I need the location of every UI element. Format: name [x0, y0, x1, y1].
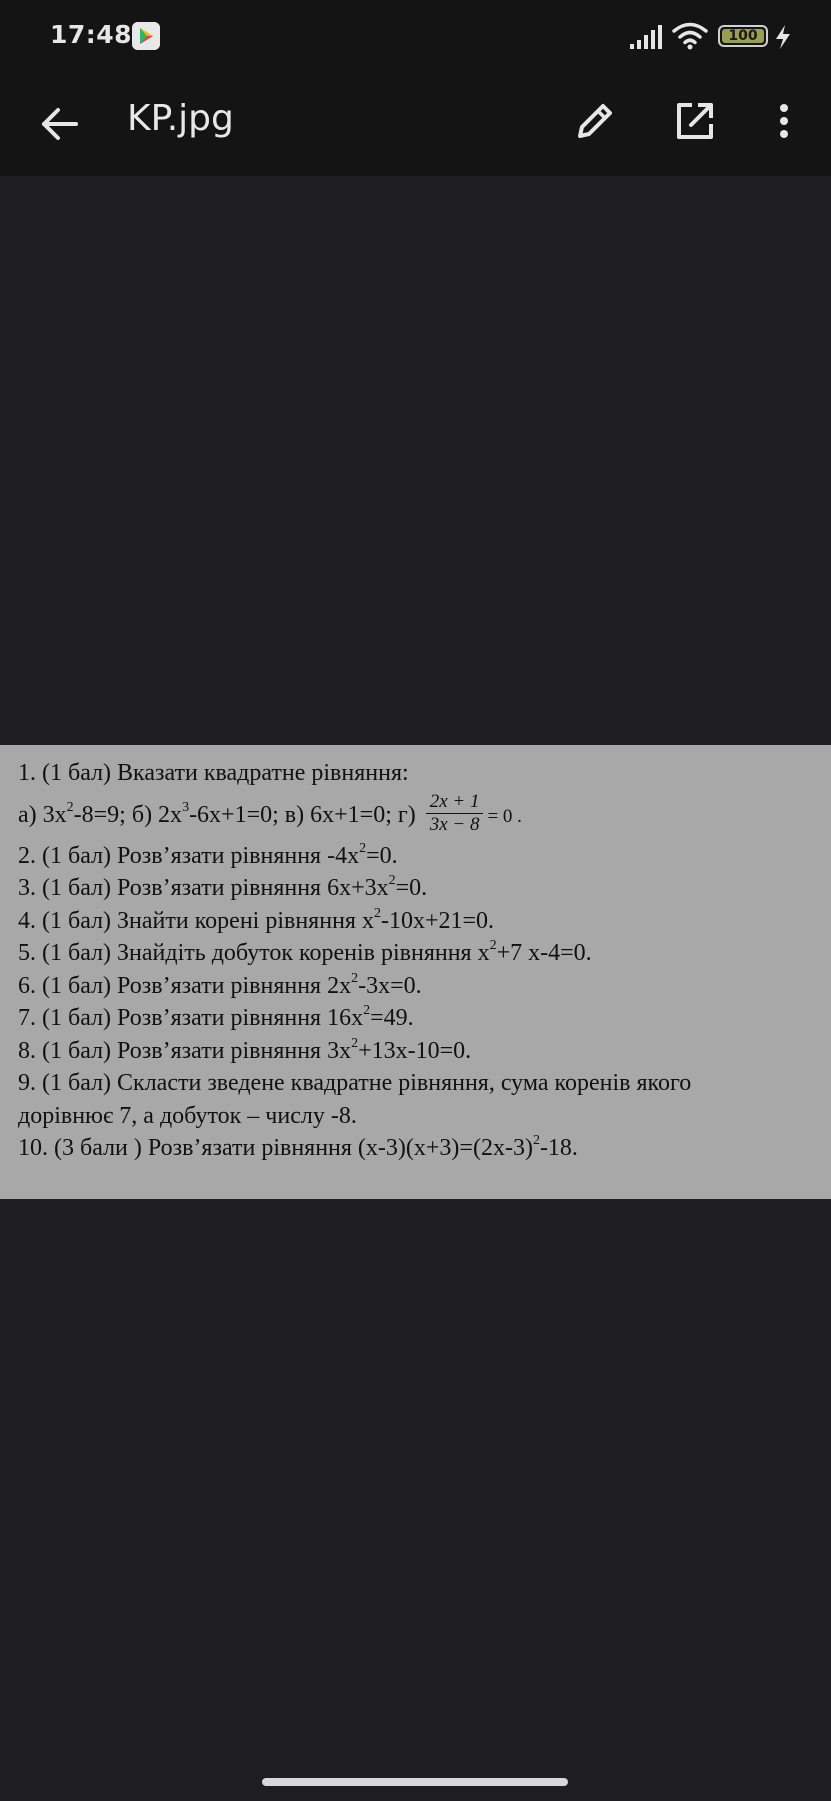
q2-pre: 2. (1 бал) Розв’язати рівняння -4x [18, 842, 360, 869]
file-title: KP.jpg [127, 98, 234, 139]
question-1-text: 1. (1 бал) Вказати квадратне рівняння: [18, 760, 409, 786]
q9-line-1: 9. (1 бал) Скласти зведене квадратне рівняння, сума коренів якого [18, 1070, 692, 1096]
sup: 2 [388, 873, 396, 888]
q10-pre: 10. (3 бали ) Розв’язати рівняння (x-3)(x+3)=(2x-3) [18, 1135, 533, 1161]
question-3 [18, 872, 831, 905]
q6-pre: 6. (1 бал) Розв’язати рівняння 2x [18, 972, 352, 999]
more-vert-icon[interactable] [766, 96, 802, 146]
q3-post: =0. [395, 875, 428, 901]
signal-icon [630, 25, 664, 49]
q2-post: =0. [366, 842, 398, 869]
sup: 2 [66, 799, 74, 815]
wifi-icon [672, 22, 708, 50]
question-9-line-2 [18, 1100, 831, 1133]
fraction-denominator: 3x − 8 [429, 814, 480, 836]
edit-pencil-icon[interactable] [570, 96, 620, 146]
sup: 2 [363, 1003, 371, 1018]
sup: 2 [532, 1133, 540, 1148]
option-b-text: -8=9; б) 2x [73, 801, 183, 828]
option-bvg-text: -6x+1=0; в) 6x+1=0; г) [189, 801, 416, 828]
question-7 [18, 1002, 831, 1035]
open-external-icon[interactable] [670, 96, 720, 146]
question-1 [18, 757, 831, 790]
battery-icon [718, 25, 768, 47]
q7-post: =49. [370, 1005, 414, 1031]
fraction-numerator: 2x + 1 [426, 791, 484, 814]
q6-post: -3x=0. [358, 972, 422, 999]
q7-pre: 7. (1 бал) Розв’язати рівняння 16x [18, 1005, 364, 1031]
fraction-tail: = 0 . [487, 805, 522, 827]
charging-bolt-icon [774, 24, 792, 50]
option-a-text: а) 3x [18, 801, 67, 828]
sup: 3 [182, 799, 190, 815]
fraction [426, 791, 484, 836]
question-5 [18, 937, 831, 970]
question-8 [18, 1035, 831, 1068]
q8-post: +13x-10=0. [358, 1037, 472, 1064]
sup: 2 [351, 970, 359, 986]
sup: 2 [489, 938, 497, 953]
q10-post: -18. [539, 1135, 578, 1161]
status-bar [0, 0, 831, 74]
q9-line-2: дорівнює 7, а добуток – числу -8. [18, 1102, 357, 1129]
sup: 2 [359, 840, 367, 856]
q3-pre: 3. (1 бал) Розв’язати рівняння 6x+3x [18, 875, 389, 901]
back-arrow-icon[interactable] [34, 99, 84, 149]
q8-pre: 8. (1 бал) Розв’язати рівняння 3x [18, 1037, 352, 1064]
question-6 [18, 970, 831, 1003]
q5-pre: 5. (1 бал) Знайдіть добуток коренів рівняння x [18, 940, 490, 966]
question-10 [18, 1132, 831, 1165]
q5-post: +7 x-4=0. [496, 940, 592, 966]
question-9-line-1 [18, 1067, 831, 1100]
battery-level: 100 [728, 28, 758, 44]
sup: 2 [373, 905, 381, 921]
question-1-options [18, 790, 831, 840]
q4-pre: 4. (1 бал) Знайти корені рівняння x [18, 907, 374, 934]
play-store-icon [132, 22, 160, 50]
status-time: 17:48 [50, 20, 133, 49]
app-bar [0, 74, 831, 176]
question-2 [18, 840, 831, 873]
home-indicator[interactable] [262, 1778, 568, 1786]
q4-post: -10x+21=0. [380, 907, 495, 934]
question-4 [18, 905, 831, 938]
sup: 2 [351, 1035, 359, 1051]
document-image [0, 745, 831, 1199]
